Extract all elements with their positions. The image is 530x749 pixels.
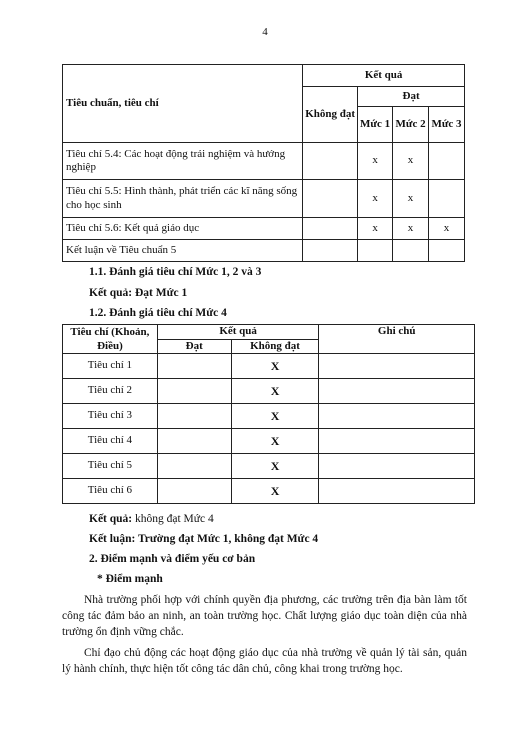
result-value: không đạt Mức 4: [135, 513, 214, 525]
level-2-cell: x: [393, 218, 429, 240]
note-cell: [319, 379, 475, 404]
header-criteria: Tiêu chí (Khoản, Điều): [63, 325, 158, 354]
header-result: Kết quả: [157, 325, 319, 340]
criteria-name: Tiêu chí 3: [63, 404, 158, 429]
conclusion: Kết luận: Trường đạt Mức 1, không đạt Mức 4: [89, 533, 319, 545]
table-row: [63, 454, 475, 479]
level-1-cell: [358, 240, 393, 262]
not-pass-cell: X: [231, 479, 319, 504]
level-3-cell: x: [429, 218, 465, 240]
criteria-name: Tiêu chí 4: [63, 429, 158, 454]
not-pass-cell: X: [231, 454, 319, 479]
pass-cell: [157, 379, 231, 404]
level-3-cell: [429, 240, 465, 262]
pass-cell: [157, 429, 231, 454]
table-row: [63, 429, 475, 454]
header-result: Kết quả: [303, 65, 465, 87]
header-pass: Đạt: [157, 339, 231, 354]
criteria-name: Tiêu chí 2: [63, 379, 158, 404]
level-3-cell: [429, 143, 465, 180]
criteria-name: Tiêu chí 6: [63, 479, 158, 504]
result-level-4: [89, 512, 214, 527]
table-row: [63, 479, 475, 504]
level-4-table: [62, 324, 475, 504]
section-1-2-heading: 1.2. Đánh giá tiêu chí Mức 4: [89, 307, 227, 319]
page-number: 4: [262, 26, 268, 38]
criteria-name: Kết luận về Tiêu chuẩn 5: [63, 240, 303, 262]
paragraph-1: Nhà trường phối hợp với chính quyền địa phương, các trường trên địa bàn làm tốt công tác đảm bảo an ninh, an toàn trường học. Chất lượng giáo dục toàn diện của nhà trường ổn định vững chắc.: [62, 594, 467, 638]
level-3-cell: [429, 180, 465, 218]
note-cell: [319, 454, 475, 479]
not-pass-cell: X: [231, 354, 319, 379]
note-cell: [319, 429, 475, 454]
level-2-cell: [393, 240, 429, 262]
pass-cell: [157, 354, 231, 379]
not-pass-cell: [303, 218, 358, 240]
not-pass-cell: [303, 143, 358, 180]
criteria-name: Tiêu chí 1: [63, 354, 158, 379]
header-level-1: Mức 1: [358, 107, 393, 143]
table-row: [63, 240, 465, 262]
pass-cell: [157, 479, 231, 504]
criteria-name: Tiêu chí 5.6: Kết quả giáo dục: [63, 218, 303, 240]
table-row: [63, 218, 465, 240]
not-pass-cell: X: [231, 404, 319, 429]
level-1-cell: x: [358, 218, 393, 240]
note-cell: [319, 479, 475, 504]
table-row: [63, 379, 475, 404]
header-pass: Đạt: [358, 87, 465, 107]
header-note: Ghi chú: [319, 325, 475, 354]
not-pass-cell: X: [231, 379, 319, 404]
header-level-2: Mức 2: [393, 107, 429, 143]
level-1-cell: x: [358, 143, 393, 180]
section-1-1-heading: 1.1. Đánh giá tiêu chí Mức 1, 2 và 3: [89, 266, 262, 278]
strengths-heading: * Điểm mạnh: [97, 573, 163, 585]
table-row: [63, 180, 465, 218]
criteria-name: Tiêu chí 5: [63, 454, 158, 479]
result-label: Kết quả:: [89, 513, 133, 525]
level-2-cell: x: [393, 143, 429, 180]
paragraph-2: Chỉ đạo chủ động các hoạt động giáo dục của nhà trường về quản lý tài sản, quản lý hành chính, thực hiện tốt công tác dân chủ, công khai trong trường học.: [62, 647, 467, 675]
header-not-pass: Không đạt: [231, 339, 319, 354]
criteria-name: Tiêu chí 5.5: Hình thành, phát triển các kĩ năng sống cho học sinh: [63, 180, 303, 218]
pass-cell: [157, 404, 231, 429]
header-not-pass: Không đạt: [303, 87, 358, 143]
note-cell: [319, 404, 475, 429]
section-2-heading: 2. Điểm mạnh và điểm yếu cơ bản: [89, 553, 256, 565]
header-criteria: Tiêu chuẩn, tiêu chí: [63, 65, 303, 143]
table-row: [63, 404, 475, 429]
criteria-name: Tiêu chí 5.4: Các hoạt động trải nghiệm và hướng nghiệp: [63, 143, 303, 180]
header-level-3: Mức 3: [429, 107, 465, 143]
table-row: [63, 354, 475, 379]
not-pass-cell: X: [231, 429, 319, 454]
note-cell: [319, 354, 475, 379]
standard-5-table: [62, 64, 465, 262]
level-1-cell: x: [358, 180, 393, 218]
result-1-1: Kết quả: Đạt Mức 1: [89, 287, 188, 299]
not-pass-cell: [303, 180, 358, 218]
level-2-cell: x: [393, 180, 429, 218]
pass-cell: [157, 454, 231, 479]
table-row: [63, 143, 465, 180]
not-pass-cell: [303, 240, 358, 262]
